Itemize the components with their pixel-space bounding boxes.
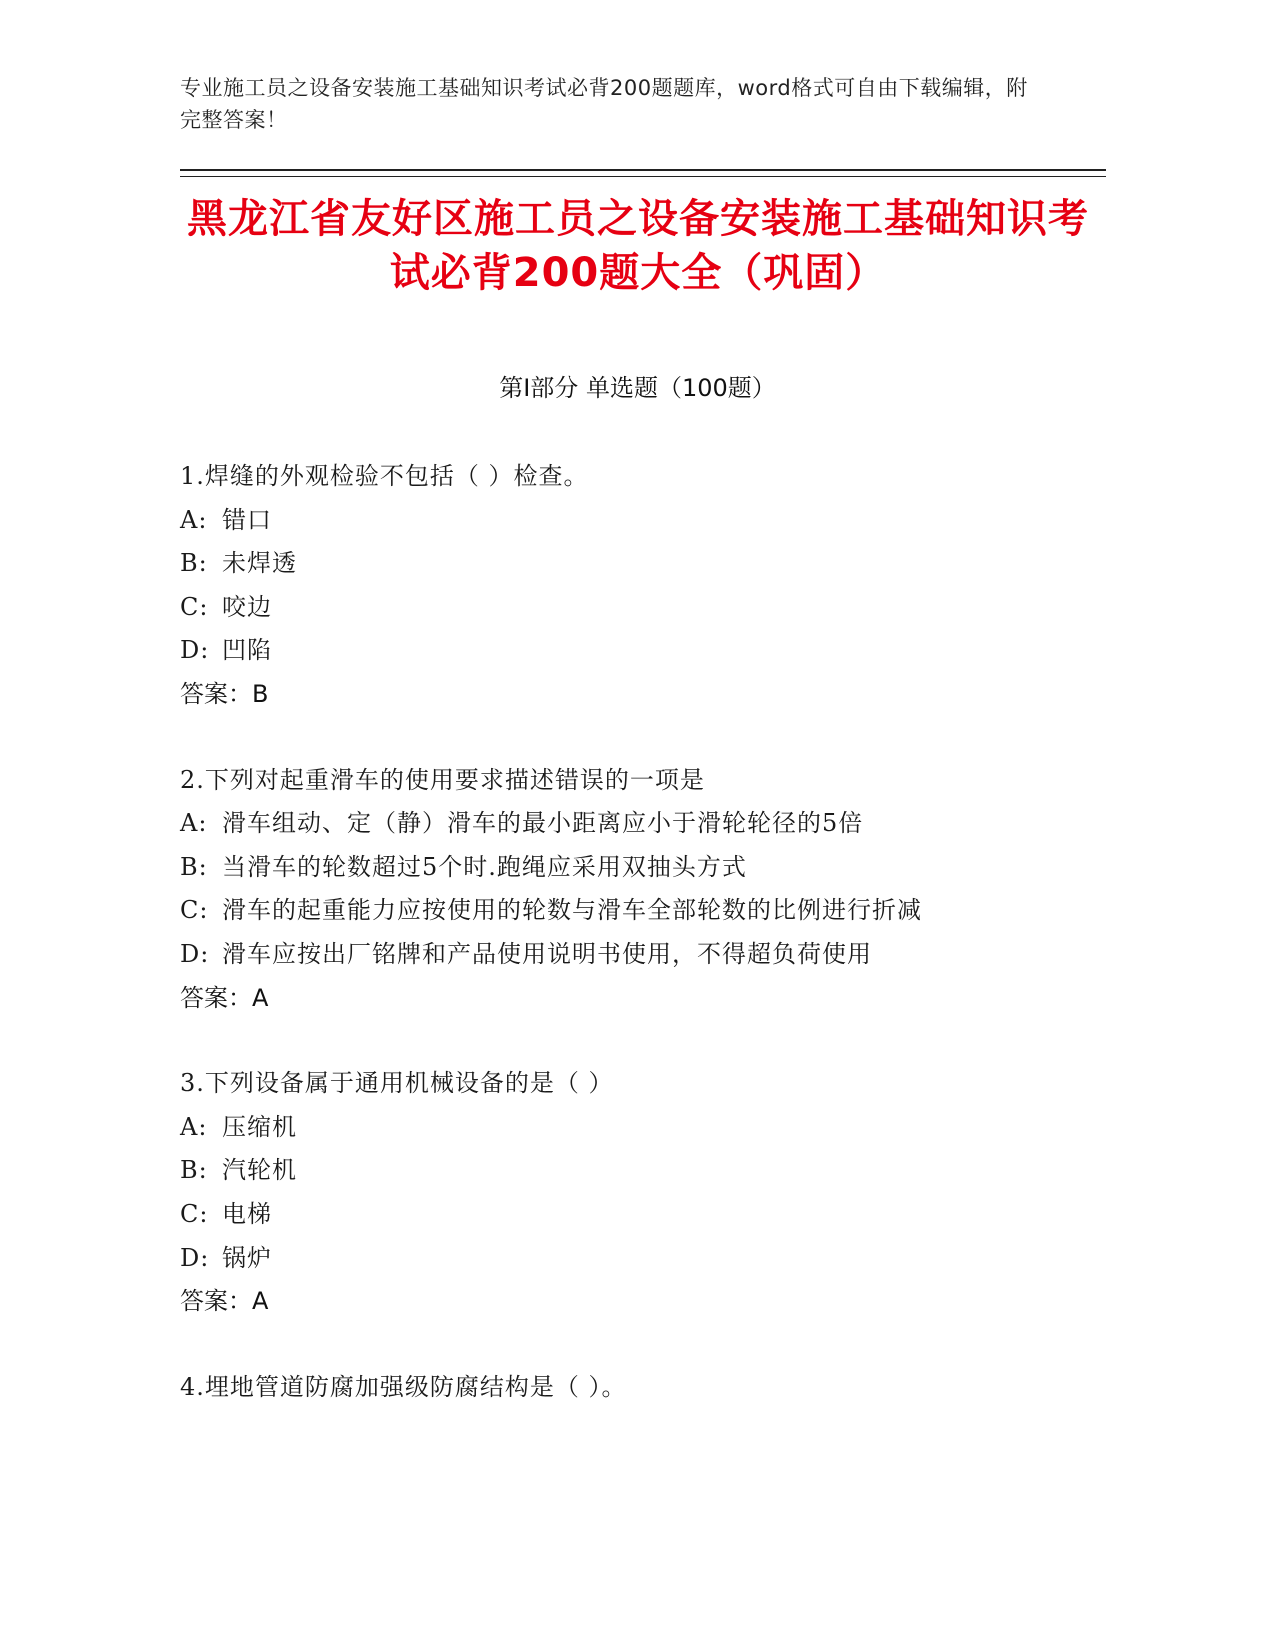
document-title: 黑龙江省友好区施工员之设备安装施工基础知识考试必背200题大全（巩固）: [187, 196, 1089, 296]
section-title: 第I部分 单选题（100题）: [499, 374, 776, 402]
option-key: D:: [180, 1243, 210, 1272]
option-d: [180, 629, 1100, 673]
option-c: [180, 586, 1100, 630]
option-key: D:: [180, 939, 210, 968]
question-stem: 1.焊缝的外观检验不包括（ ）检查。: [180, 462, 589, 490]
option-key: A:: [180, 1112, 208, 1141]
answer: 答案：B: [180, 679, 269, 708]
question-2: [180, 759, 1100, 1021]
option-key: C:: [180, 1199, 209, 1228]
option-text: 汽轮机: [222, 1156, 297, 1185]
option-text: 当滑车的轮数超过5个时.跑绳应采用双抽头方式: [222, 852, 747, 881]
option-key: B:: [180, 1156, 208, 1185]
question-3: [180, 1062, 1100, 1324]
option-text: 电梯: [222, 1199, 272, 1228]
option-b: [180, 846, 1100, 890]
option-text: 滑车应按出厂铭牌和产品使用说明书使用，不得超负荷使用: [222, 939, 872, 968]
option-text: 滑车组动、定（静）滑车的最小距离应小于滑轮轮径的5倍: [222, 809, 864, 838]
option-text: 压缩机: [222, 1112, 297, 1141]
option-key: B:: [180, 549, 208, 578]
option-c: [180, 889, 1100, 933]
header-divider-thin: [180, 176, 1106, 177]
option-b: [180, 1149, 1100, 1193]
option-key: C:: [180, 896, 209, 925]
question-stem: 4.埋地管道防腐加强级防腐结构是（ ）。: [180, 1372, 627, 1401]
option-key: A:: [180, 809, 208, 838]
option-c: [180, 1193, 1100, 1237]
option-text: 滑车的起重能力应按使用的轮数与滑车全部轮数的比例进行折减: [222, 896, 922, 925]
option-text: 错口: [222, 505, 272, 534]
option-text: 咬边: [222, 592, 272, 621]
option-a: [180, 499, 1100, 543]
option-a: [180, 802, 1100, 846]
question-1: [180, 455, 1100, 717]
option-key: C:: [180, 592, 209, 621]
header-divider-thick: [180, 169, 1106, 171]
option-text: 锅炉: [222, 1243, 272, 1272]
option-a: [180, 1106, 1100, 1150]
option-d: [180, 933, 1100, 977]
question-4: [180, 1366, 1100, 1410]
option-key: A:: [180, 505, 208, 534]
option-text: 未焊透: [222, 549, 297, 578]
option-key: B:: [180, 852, 208, 881]
option-b: [180, 542, 1100, 586]
header-note: 专业施工员之设备安装施工基础知识考试必背200题题库，word格式可自由下载编辑，附完整答案！: [180, 76, 1028, 132]
question-list: [180, 455, 1100, 1451]
answer: 答案：A: [180, 983, 269, 1012]
question-stem: 3.下列设备属于通用机械设备的是（ ）: [180, 1069, 614, 1098]
answer: 答案：A: [180, 1287, 269, 1316]
option-text: 凹陷: [222, 636, 272, 665]
question-stem: 2.下列对起重滑车的使用要求描述错误的一项是: [180, 765, 705, 794]
option-key: D:: [180, 636, 210, 665]
option-d: [180, 1237, 1100, 1281]
